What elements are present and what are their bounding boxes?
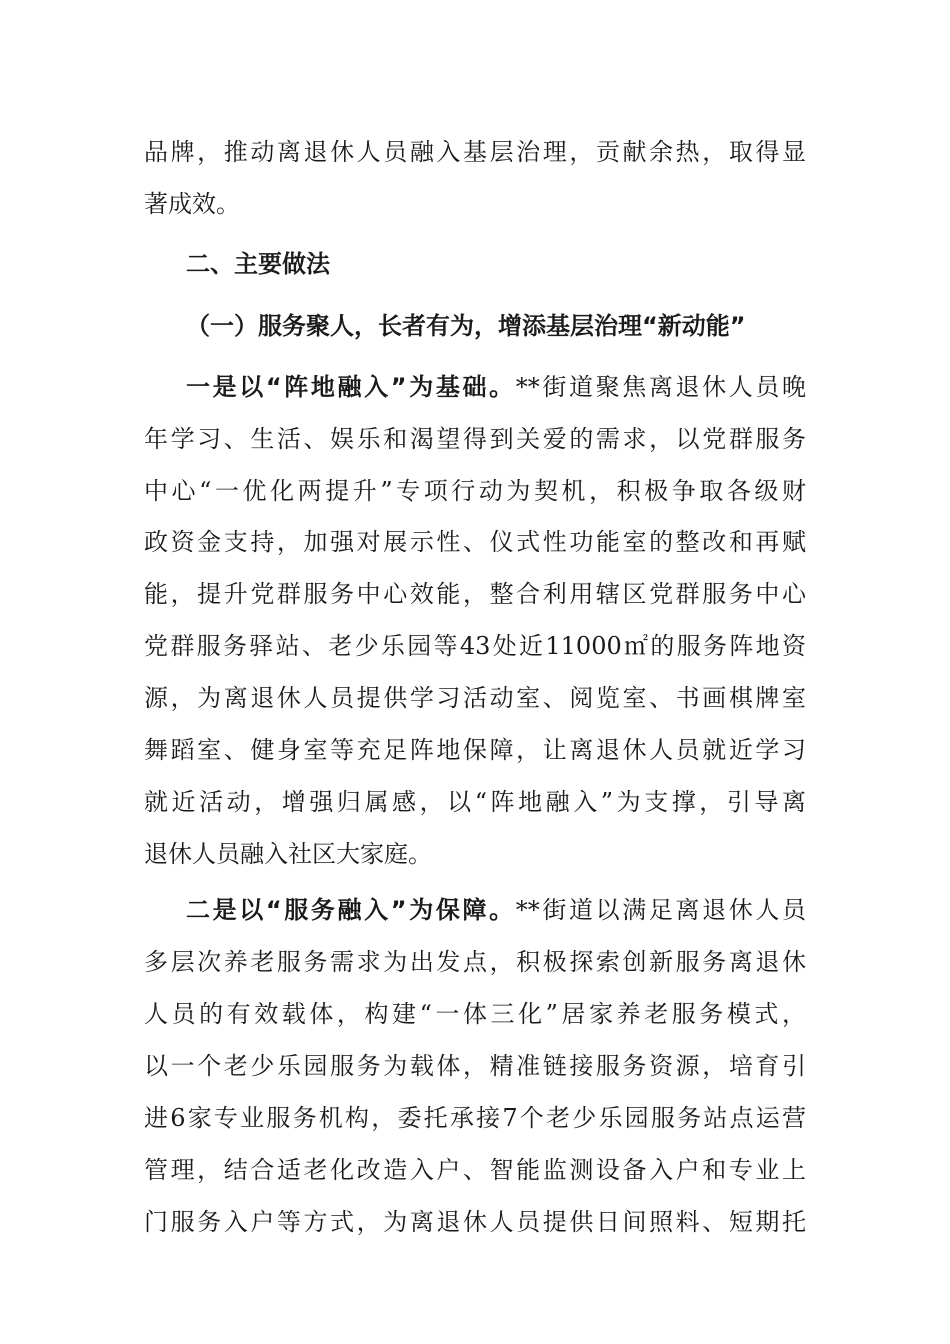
paragraph1-line: 能，提升党群服务中心效能，整合利用辖区党群服务中心 — [144, 580, 806, 608]
paragraph2-line: 多层次养老服务需求为出发点，积极探索创新服务离退休 — [144, 948, 806, 976]
paragraph2-line: 管理，结合适老化改造入户、智能监测设备入户和专业上 — [144, 1156, 806, 1184]
paragraph2-line: 以一个老少乐园服务为载体，精准链接服务资源，培育引 — [144, 1052, 806, 1080]
paragraph1-line: 舞蹈室、健身室等充足阵地保障，让离退休人员就近学习 — [144, 736, 806, 764]
paragraph1-line: 源，为离退休人员提供学习活动室、阅览室、书画棋牌室 — [144, 684, 806, 712]
section-heading: 二、主要做法 — [186, 250, 330, 278]
paragraph1-line: 就近活动，增强归属感，以“阵地融入”为支撑，引导离 — [144, 788, 806, 816]
paragraph2-line: 人员的有效载体，构建“一体三化”居家养老服务模式， — [144, 1000, 806, 1028]
paragraph2-line: 门服务入户等方式，为离退休人员提供日间照料、短期托 — [144, 1208, 806, 1236]
paragraph2-first-line-rest: **街道以满足离退休人员 — [515, 896, 806, 924]
paragraph1-line: 退休人员融入社区大家庭。 — [144, 840, 432, 868]
intro-line-1: 品牌，推动离退休人员融入基层治理，贡献余热，取得显 — [144, 138, 806, 166]
subsection-heading: （一）服务聚人，长者有为，增添基层治理“新动能” — [186, 312, 746, 340]
paragraph1-line: 党群服务驿站、老少乐园等43处近11000㎡的服务阵地资 — [144, 632, 806, 660]
paragraph1-lead: 一是以“阵地融入”为基础。 — [186, 373, 516, 401]
paragraph1-line: 年学习、生活、娱乐和渴望得到关爱的需求，以党群服务 — [144, 425, 806, 453]
paragraph2-first-line — [186, 890, 806, 930]
paragraph1-first-line — [186, 367, 806, 407]
intro-line-2: 著成效。 — [144, 190, 240, 218]
paragraph1-line: 中心“一优化两提升”专项行动为契机，积极争取各级财 — [144, 477, 806, 505]
paragraph2-line: 进6家专业服务机构，委托承接7个老少乐园服务站点运营 — [144, 1104, 806, 1132]
paragraph1-line: 政资金支持，加强对展示性、仪式性功能室的整改和再赋 — [144, 528, 806, 556]
paragraph1-first-line-rest: **街道聚焦离退休人员晚 — [515, 373, 806, 401]
paragraph2-lead: 二是以“服务融入”为保障。 — [186, 896, 516, 924]
